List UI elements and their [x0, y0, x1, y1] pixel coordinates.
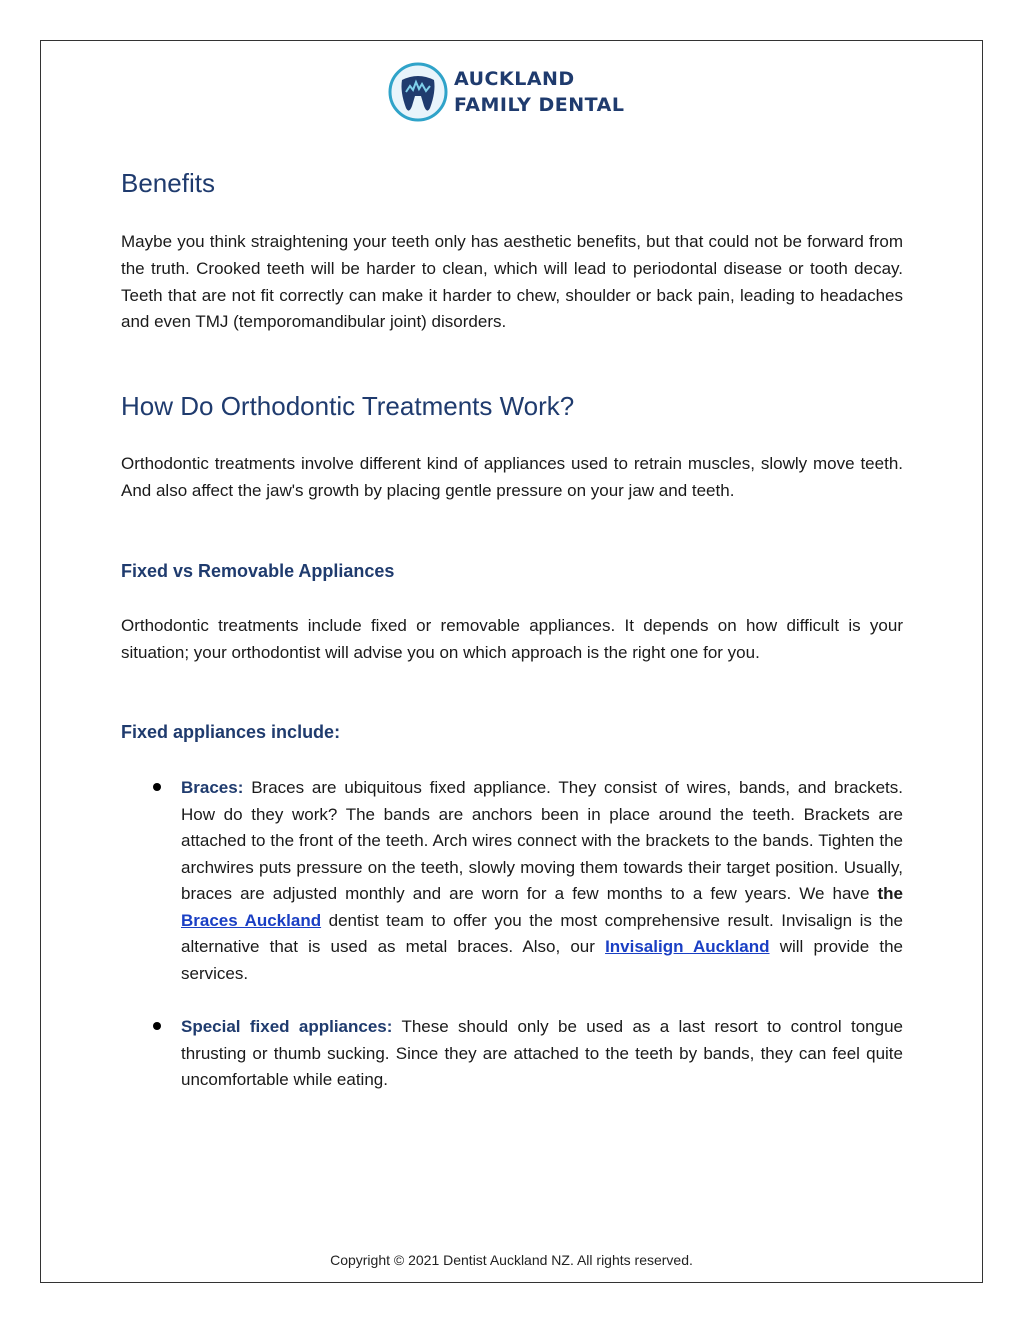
fixed-appliances-heading: Fixed appliances include: — [121, 722, 341, 742]
braces-auckland-link[interactable]: Braces Auckland — [181, 910, 322, 930]
invisalign-auckland-link[interactable]: Invisalign Auckland — [605, 937, 770, 956]
fixed-vs-removable-paragraph: Orthodontic treatments include fixed or removable appliances. It depends on how difficult is your situation; your orthodontist will advise you on which approach is the right one for you. — [121, 616, 903, 662]
benefits-paragraph: Maybe you think straightening your teeth only has aesthetic benefits, but that could not be forward from the truth. Crooked teeth will be harder to clean, which will lead to periodontal disease or tooth decay. Teeth that are not fit correctly can make it harder to chew, shoulder or back pain, leading to headaches and even TMJ (temporomandibular joint) disorders. — [121, 232, 903, 332]
special-fixed-term: Special fixed appliances: — [181, 1017, 393, 1036]
bullet-icon — [153, 1022, 161, 1030]
benefits-heading: Benefits — [121, 168, 215, 198]
tooth-logo-icon — [388, 62, 448, 122]
braces-text-part3: will provide the services. — [181, 937, 904, 983]
logo — [388, 60, 640, 124]
braces-bold-the: the — [877, 884, 903, 903]
braces-text-part2: dentist team to offer you the most comprehensive result. Invisalign is the alternative that is used as metal braces. Also, our — [181, 910, 903, 956]
how-treatments-work-heading: How Do Orthodontic Treatments Work? — [121, 391, 575, 421]
braces-term: Braces: — [181, 778, 244, 797]
logo-text-line2: FAMILY DENTAL — [454, 94, 625, 116]
braces-text-part1: Braces are ubiquitous fixed appliance. They consist of wires, bands, and brackets. How do they work? The bands are anchors been in place around the teeth. Brackets are attached to the front of the teeth. Arch wires connect with the brackets to the bands. Tighten the archwires puts pressure on the teeth, slowly moving them towards their target position. Usually, braces are adjusted monthly and are worn for a few months to a few years. We have — [181, 778, 903, 903]
list-item — [121, 1014, 903, 1094]
bullet-icon — [153, 783, 161, 791]
how-treatments-work-paragraph: Orthodontic treatments involve different kind of appliances used to retrain muscles, slowly move teeth. And also affect the jaw's growth by placing gentle pressure on your jaw and teeth. — [121, 454, 903, 500]
logo-text-line1: AUCKLAND — [454, 68, 575, 90]
fixed-appliances-list — [121, 775, 903, 1094]
list-item — [121, 775, 903, 987]
special-fixed-text: These should only be used as a last resort to control tongue thrusting or thumb sucking. Since they are attached to the teeth by bands, they can feel quite uncomfortable while eating. — [181, 1017, 903, 1089]
footer-copyright: Copyright © 2021 Dentist Auckland NZ. All rights reserved. — [330, 1252, 693, 1268]
fixed-vs-removable-heading: Fixed vs Removable Appliances — [121, 561, 395, 581]
